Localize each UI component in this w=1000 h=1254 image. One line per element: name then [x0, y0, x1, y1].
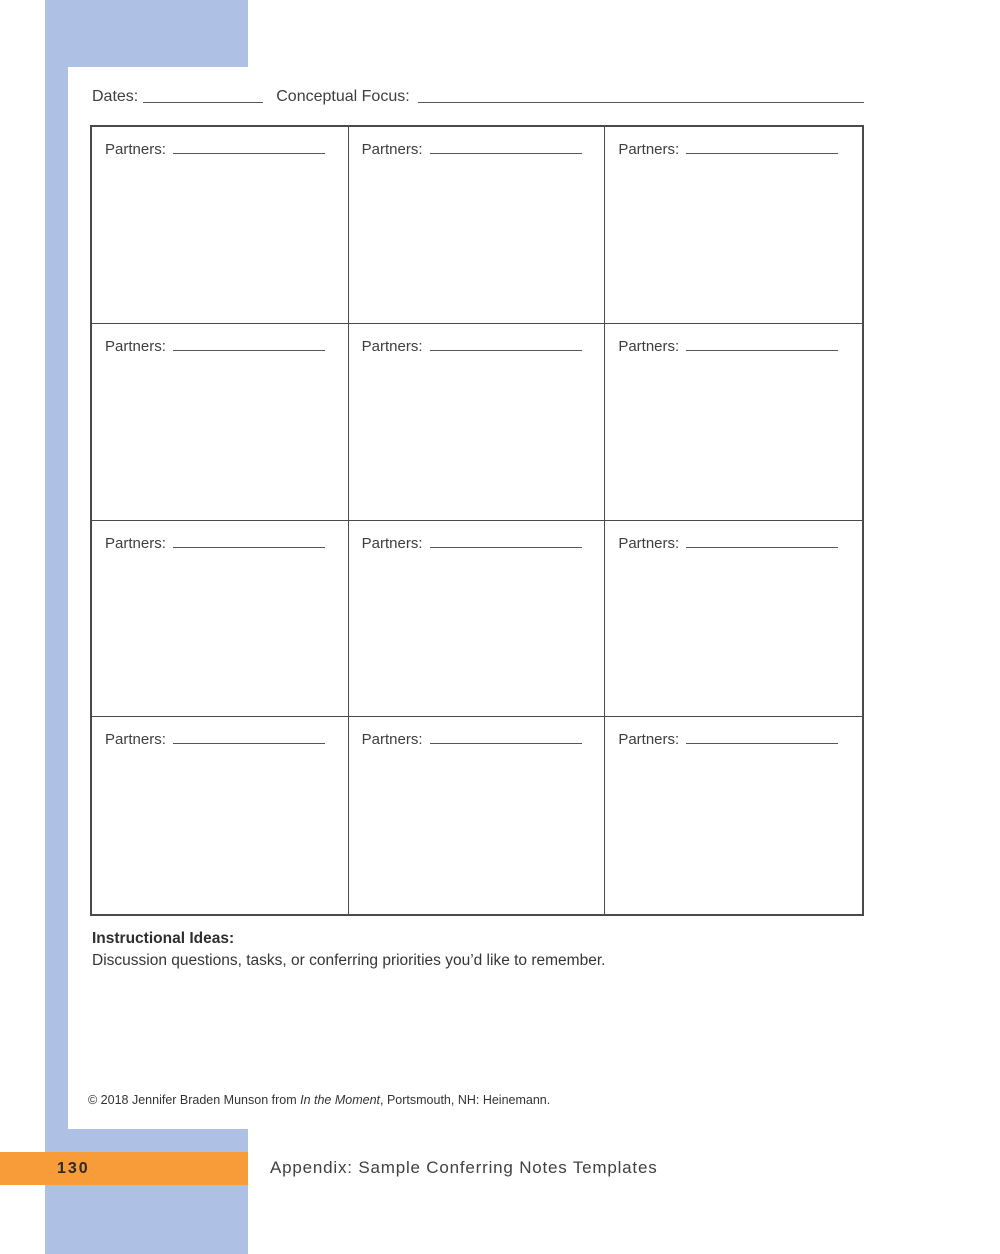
dates-label: Dates: — [92, 88, 139, 105]
partners-label: Partners: — [618, 534, 680, 552]
partners-field — [105, 141, 330, 158]
partners-label: Partners: — [618, 731, 680, 749]
partner-note-cell — [605, 521, 862, 718]
copyright-line — [88, 1093, 550, 1107]
partners-field — [618, 338, 844, 355]
copyright-prefix: © 2018 Jennifer Braden Munson from — [88, 1093, 301, 1107]
partners-label: Partners: — [361, 731, 423, 749]
page-number: 130 — [57, 1159, 90, 1177]
partner-note-cell — [92, 717, 349, 914]
partners-field — [105, 535, 330, 552]
copyright-book-title: In the Moment — [300, 1093, 381, 1107]
partners-field — [362, 141, 587, 158]
copyright-suffix: , Portsmouth, NH: Heinemann. — [380, 1093, 551, 1107]
dates-blank-line — [143, 102, 263, 103]
partners-blank-line — [686, 743, 838, 744]
partners-field — [362, 535, 587, 552]
partners-label: Partners: — [361, 534, 423, 552]
partners-field — [618, 535, 844, 552]
partners-blank-line — [430, 153, 582, 154]
conceptual-focus-label: Conceptual Focus: — [276, 88, 410, 105]
partners-label: Partners: — [105, 337, 166, 355]
partners-label: Partners: — [105, 141, 166, 158]
partner-note-cell — [92, 324, 349, 521]
conceptual-focus-blank-line — [418, 102, 864, 103]
partner-note-cell — [349, 521, 606, 718]
partners-blank-line — [173, 350, 325, 351]
partner-note-cell — [92, 127, 349, 324]
partners-label: Partners: — [105, 731, 166, 749]
partners-field — [362, 731, 587, 748]
partners-blank-line — [430, 350, 582, 351]
partners-blank-line — [430, 743, 582, 744]
footer-section-title: Appendix: Sample Conferring Notes Templates — [270, 1158, 658, 1177]
partners-label: Partners: — [361, 337, 423, 355]
partners-blank-line — [173, 547, 325, 548]
instructional-ideas-heading: Instructional Ideas: — [92, 930, 235, 947]
partner-note-cell — [605, 324, 862, 521]
partner-note-cell — [605, 127, 862, 324]
partners-field — [105, 338, 330, 355]
partners-label: Partners: — [618, 141, 680, 158]
partner-note-cell — [605, 717, 862, 914]
page-number-bar — [0, 1152, 248, 1185]
partners-grid — [90, 125, 864, 916]
partner-note-cell — [349, 324, 606, 521]
partners-label: Partners: — [361, 141, 423, 158]
partners-blank-line — [173, 153, 325, 154]
partners-label: Partners: — [105, 534, 166, 552]
partner-note-cell — [349, 127, 606, 324]
instructional-ideas-section — [92, 928, 832, 973]
partners-blank-line — [686, 547, 838, 548]
form-header — [92, 88, 864, 106]
partners-blank-line — [173, 743, 325, 744]
partners-field — [105, 731, 330, 748]
partners-blank-line — [686, 350, 838, 351]
partner-note-cell — [349, 717, 606, 914]
instructional-ideas-body: Discussion questions, tasks, or conferring priorities you’d like to remember. — [92, 952, 606, 970]
partners-field — [618, 731, 844, 748]
partner-note-cell — [92, 521, 349, 718]
partners-blank-line — [430, 547, 582, 548]
partners-field — [362, 338, 587, 355]
partners-label: Partners: — [618, 337, 680, 355]
partners-field — [618, 141, 844, 158]
partners-blank-line — [686, 153, 838, 154]
